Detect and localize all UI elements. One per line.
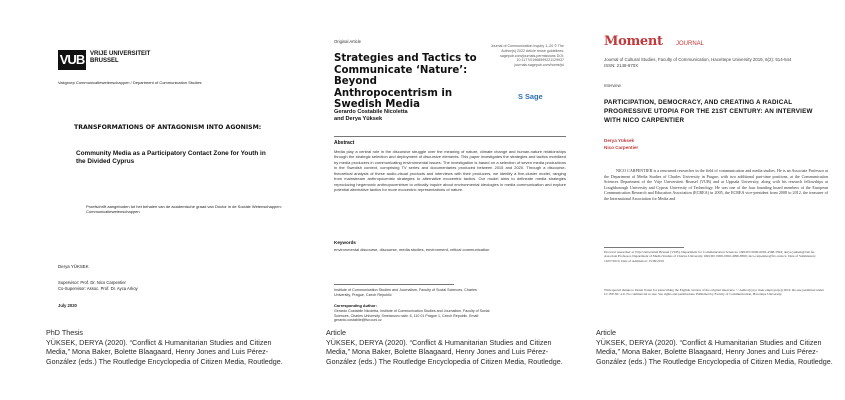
keywords-heading: Keywords [334, 240, 356, 245]
publisher-logo: S Sage [518, 92, 543, 101]
affiliation: Institute of Communication Studies and Journalism, Faculty of Social Sciences, Charles University, Prague, Czech Republic [334, 288, 477, 297]
article-label: Original Article [334, 39, 361, 44]
publication-type: PhD Thesis [46, 328, 84, 337]
corresponding-heading: Corresponding Author: [334, 303, 377, 308]
supervisors [58, 280, 138, 291]
footnotes: Doctoral researcher at Vrije Universiteit Brussel (VUB), Department for Communication Sciences. ORCID: 0000-0002-4568-3594; derya.yuksek@vub.be. Associate Professor, Department of Media Studies of Charles University. ORCID: 0000-0002-4996-8656; nico.carpentier@fsv.cuni.cz. Date of Submission: 10/07/2019. Date of Admission: 15/09/2019 [604, 250, 816, 263]
publication-citation: YÜKSEK, DERYA (2020). “Conflict & Humanitarian Studies and Citizen Media,” Mona Baker, Bolette Blaagaard, Henry Jones and Luis Pérez-González (eds.) The Routledge Encyclopedia of Citizen Media, Routledge. [596, 337, 833, 366]
corresponding-author: Gerardo Costabile Nicoletta, Institute of Communication Studies and Journalism, Faculty of Social Sciences, Charles University, Smetanovo nabr. 6, 110 01 Prague 1, Czech Republic. Email: gerardo.costabile@fsv.cuni.cz [334, 309, 490, 323]
degree-note: Proefschrift aangeboden tot het behalen van de academische graad van Doctor in de Sociale Wetenschappen: Communicatiewetenschappen [86, 204, 282, 214]
article-authors [334, 109, 408, 124]
publication-citation: YÜKSEK, DERYA (2020). “Conflict & Humanitarian Studies and Citizen Media,” Mona Baker, Bolette Blaagaard, Henry Jones and Luis Pérez-González (eds.) The Routledge Encyclopedia of Citizen Media, Routledge. [46, 337, 283, 366]
divider [334, 284, 454, 285]
publication-type: Article [326, 328, 346, 337]
footnotes-2: With special thanks to Deniz Tosun for transcribing the English version of the original interview. © Author(s) (or their employer(s)) 2019. Re-use permitted under CC BY-NC 4.0. No commercial re-use. See rights and permissions. Published by Faculty of Communication, Hacettepe University. [604, 288, 824, 297]
divider [604, 247, 684, 248]
divider [334, 136, 566, 137]
interview-authors [604, 138, 638, 151]
publication-caption [596, 328, 836, 366]
thesis-author: Derya YÜKSEK [58, 264, 89, 269]
thesis-title: TRANSFORMATIONS OF ANTAGONISM INTO AGONISM: [74, 124, 262, 131]
journal-masthead: Moment [604, 34, 663, 49]
thesis-date: July 2020 [58, 303, 77, 308]
thesis-cover-thumbnail[interactable] [46, 12, 286, 312]
supervisor: Supervisor: Prof. Dr. Nico Carpentier [58, 280, 126, 285]
publication-citation: YÜKSEK, DERYA (2020). “Conflict & Humanitarian Studies and Citizen Media,” Mona Baker, Bolette Blaagaard, Henry Jones and Luis Pérez-González (eds.) The Routledge Encyclopedia of Citizen Media, Routledge. [326, 337, 563, 366]
journal-meta: Journal of Communication Inquiry 1–20 © The Author(s) 2022 Article reuse guidelines: sagepub.com/journals-permissions DOI: 10.1177/01968599221129937 journals.sagepub.com/home/jci [490, 44, 564, 68]
university-name: VRIJE UNIVERSITEIT BRUSSEL [90, 51, 151, 64]
item-type: Interview [604, 83, 621, 88]
interview-body: NICO CARPENTIER is a renowned researcher in the field of communication and media studies. He is an Associate Professor at the Department of Media Studies of Charles University in Prague, with two additional part-time positions, at the Communication Sciences Department of the Vrije Universiteit Brussel (VUB) and at Uppsala University, along with his research fellowships at Loughborough University and Cyprus University of Technology. He was one of the four founding board members of the European Communication Research and Education Association (ECREA) in 2005, the ECREA vice-president from 2008 to 2012, the treasurer of the International Association for Media and [604, 168, 828, 201]
interview-title: PARTICIPATION, DEMOCRACY, AND CREATING A RADICAL PROGRESSIVE UTOPIA FOR THE 21ST CENTURY: AN INTERVIEW WITH NICO CARPENTIER [604, 99, 813, 124]
author-2: and Derya Yüksek [334, 116, 383, 123]
department-line: Vakgroep Communicatiewetenschappen / Department of Communication Studies [58, 80, 202, 85]
journal-info: Journal of Cultural Studies, Faculty of Communication, Hacettepe University 2019, 6(2): 514-544 ISSN: 2148-970X [604, 57, 792, 68]
interview-first-page-thumbnail[interactable] [596, 12, 836, 312]
keywords-text: environmental discourse, discourse, media studies, environment, critical communication [334, 247, 490, 252]
abstract-heading: Abstract [334, 140, 355, 146]
article-first-page-thumbnail[interactable] [326, 12, 566, 323]
publication-caption [46, 328, 286, 366]
co-supervisor: Co-Supervisor: Assoc. Prof. Dr. Ayca Arkoy [58, 285, 138, 291]
publication-card-thesis[interactable] [46, 0, 286, 400]
thesis-subtitle: Community Media as a Participatory Contact Zone for Youth in the Divided Cyprus [76, 150, 266, 165]
author-2: Nico Carpentier [604, 144, 639, 150]
university-logo: VUB [58, 50, 86, 70]
publication-card-article-1[interactable] [326, 0, 566, 400]
author-1: Gerardo Costabile Nicoletta [334, 109, 408, 115]
publication-caption [326, 328, 566, 366]
publication-card-article-2[interactable] [596, 0, 836, 400]
abstract-text: Media play a central role in the discursive struggle over the meaning of nature, climate change and human-nature relationships through the strategic selection and deployment of discursive elements. This paper investigates the strategies and tactics mobilized by media producers in communicating environmental issues. The investigation is based on a selection of seven media productions in the Swedish context, comprising TV series and documentaries produced between 2015 and 2020. Through a discourse-theoretical analysis of these audio-visual products and interviews with their producers, we identify a five-cluster model, ranging from mainstream anthropocentric strategies to alternative ecocentric tactics. Our model aims to delineate media strategies reproducing hegemonic anthropocentrism to critically inquire about environmental ideologies in media communication and explore potential alternative tactics for more ecocentric representations of nature. [334, 149, 566, 193]
author-1: Derya Yüksek [604, 138, 635, 143]
publication-type: Article [596, 328, 616, 337]
article-title: Strategies and Tactics to Communicate ‘Nature’: Beyond Anthropocentrism in Swedish Media [334, 53, 477, 111]
journal-masthead-sub: JOURNAL [676, 41, 705, 47]
